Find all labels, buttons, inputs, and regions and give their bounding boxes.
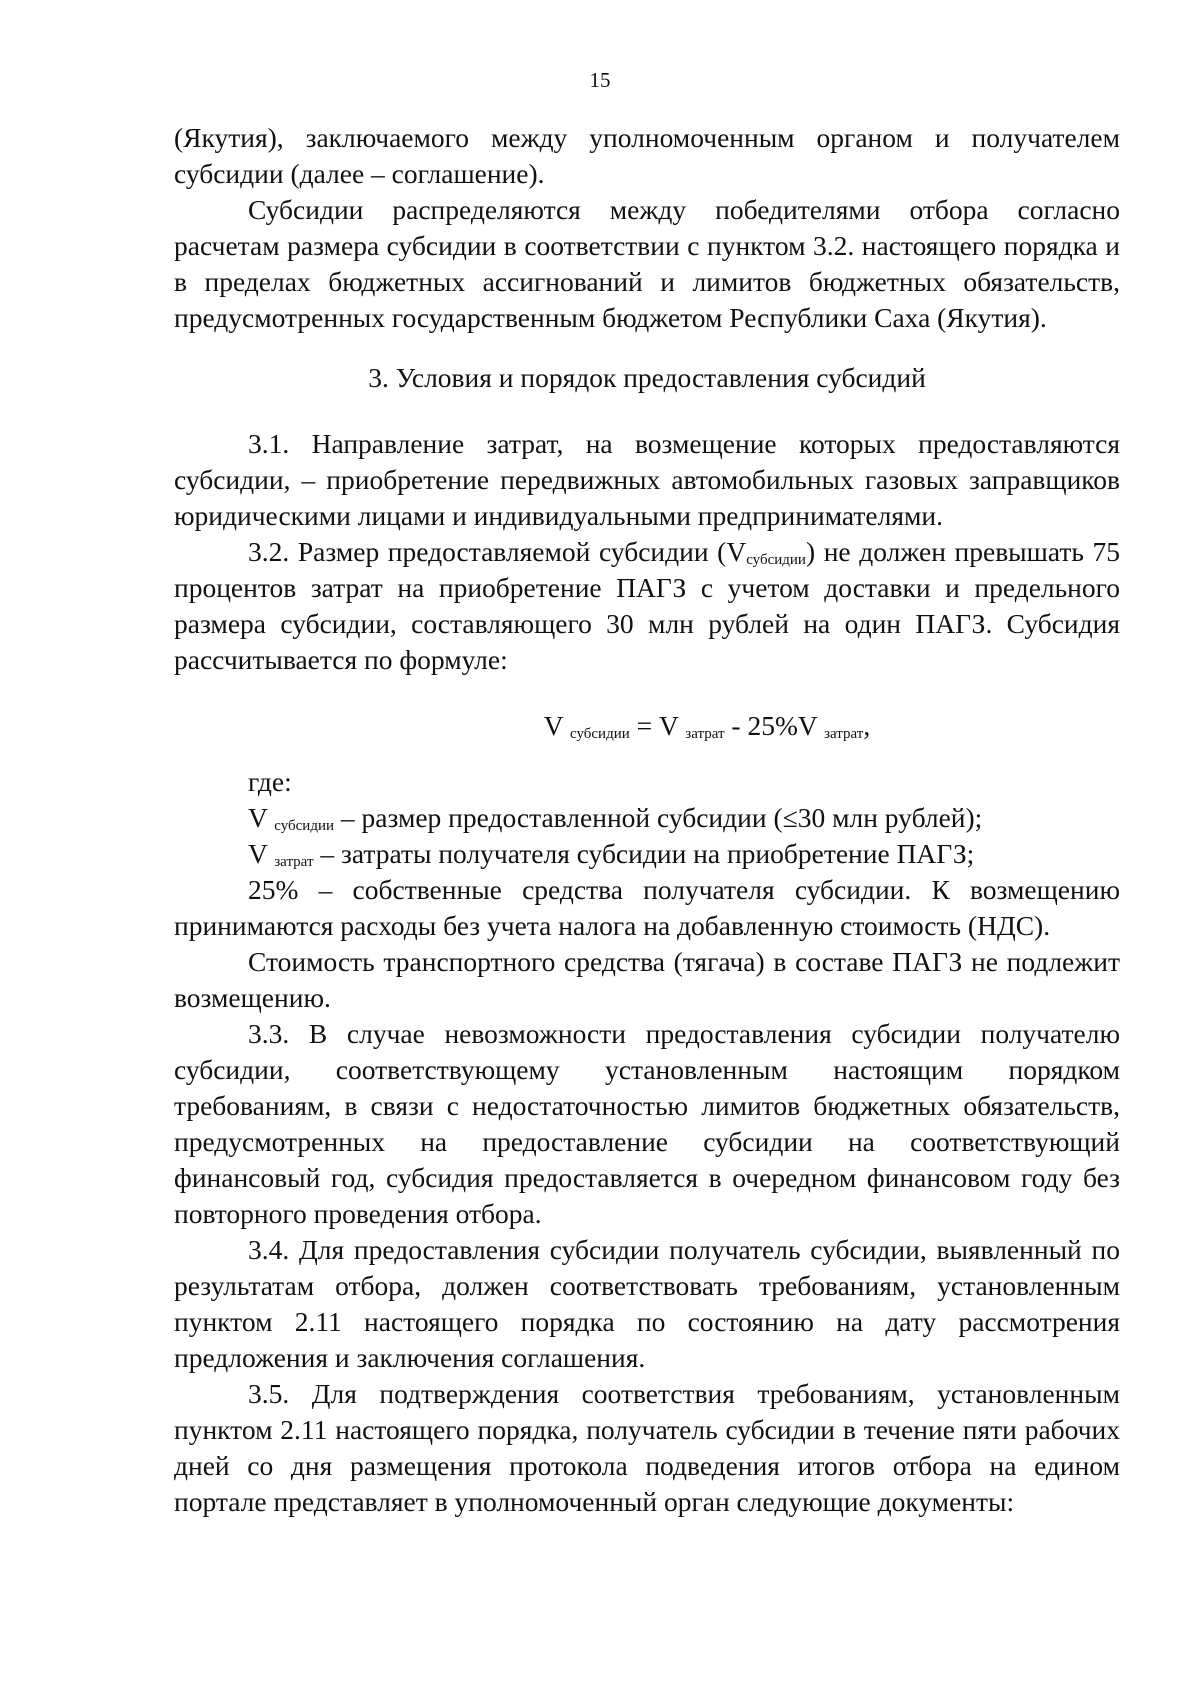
- paragraph-3-2: [174, 534, 1120, 678]
- paragraph-3-5: 3.5. Для подтверждения соответствия требованиям, установленным пунктом 2.11 настоящего порядка, получатель субсидии в течение пяти рабочих дней со дня размещения протокола подведения итогов отбора на едином портале представляет в уполномоченный орган следующие документы:: [174, 1378, 1120, 1517]
- def1-text: – размер предоставленной субсидии (≤30 млн рублей);: [334, 802, 983, 833]
- paragraph-3-1: 3.1. Направление затрат, на возмещение которых предоставляются субсидии, – приобретение передвижных автомобильных газовых заправщиков юридическими лицами и индивидуальными предпринимателями.: [174, 428, 1120, 531]
- def2-sub: затрат: [274, 854, 314, 870]
- where-label: где:: [248, 766, 292, 797]
- formula-sub1: субсидии: [570, 726, 630, 742]
- formula-end: ,: [863, 710, 871, 741]
- formula-mid: - 25%V: [724, 710, 825, 741]
- def2-text: – затраты получателя субсидии на приобретение ПАГЗ;: [313, 838, 975, 869]
- definition-v-subsidy: [174, 800, 1120, 836]
- p32-subscript: субсидии: [746, 552, 806, 568]
- definition-v-costs: [174, 836, 1120, 872]
- paragraph-3-4: 3.4. Для предоставления субсидии получатель субсидии, выявленный по результатам отбора, должен соответствовать требованиям, установленным пунктом 2.11 настоящего порядка по состоянию на дату рассмотрения предложения и заключения соглашения.: [174, 1234, 1120, 1373]
- def2-v: V: [248, 838, 275, 869]
- section-heading: 3. Условия и порядок предоставления субсидий: [368, 362, 926, 393]
- paragraph-continuation: (Якутия), заключаемого между уполномоченным органом и получателем субсидии (далее – соглашение).: [174, 122, 1120, 189]
- paragraph-3-3: 3.3. В случае невозможности предоставления субсидии получателю субсидии, соответствующему установленным настоящим порядком требованиям, в связи с недостаточностью лимитов бюджетных обязательств, предусмотренных на предоставление субсидии на соответствующий финансовый год, субсидия предоставляется в очередном финансовом году без повторного проведения отбора.: [174, 1018, 1120, 1229]
- paragraph-distribution: Субсидии распределяются между победителями отбора согласно расчетам размера субсидии в соответствии с пунктом 3.2. настоящего порядка и в пределах бюджетных ассигнований и лимитов бюджетных обязательств, предусмотренных государственным бюджетом Республики Саха (Якутия).: [174, 194, 1120, 333]
- subsidy-formula: [294, 708, 1120, 744]
- paragraph-vehicle-cost: Стоимость транспортного средства (тягача) в составе ПАГЗ не подлежит возмещению.: [174, 946, 1120, 1013]
- page-number: 15: [589, 68, 611, 92]
- p32-text-before: 3.2. Размер предоставляемой субсидии (V: [248, 536, 747, 567]
- formula-v1: V: [543, 710, 570, 741]
- p32-text-after: ) не должен превышать 75 процентов затрат на приобретение ПАГЗ с учетом доставки и предельного размера субсидии, составляющего 30 млн рублей на один ПАГЗ. Субсидия рассчитывается по формуле:: [174, 536, 1120, 675]
- formula-eq: = V: [629, 710, 686, 741]
- def1-sub: субсидии: [274, 818, 335, 834]
- formula-sub3: затрат: [824, 726, 864, 742]
- formula-sub2: затрат: [685, 726, 725, 742]
- definition-25-percent: 25% – собственные средства получателя субсидии. К возмещению принимаются расходы без учета налога на добавленную стоимость (НДС).: [174, 874, 1120, 941]
- page-content: [174, 120, 1120, 1520]
- def1-v: V: [248, 802, 275, 833]
